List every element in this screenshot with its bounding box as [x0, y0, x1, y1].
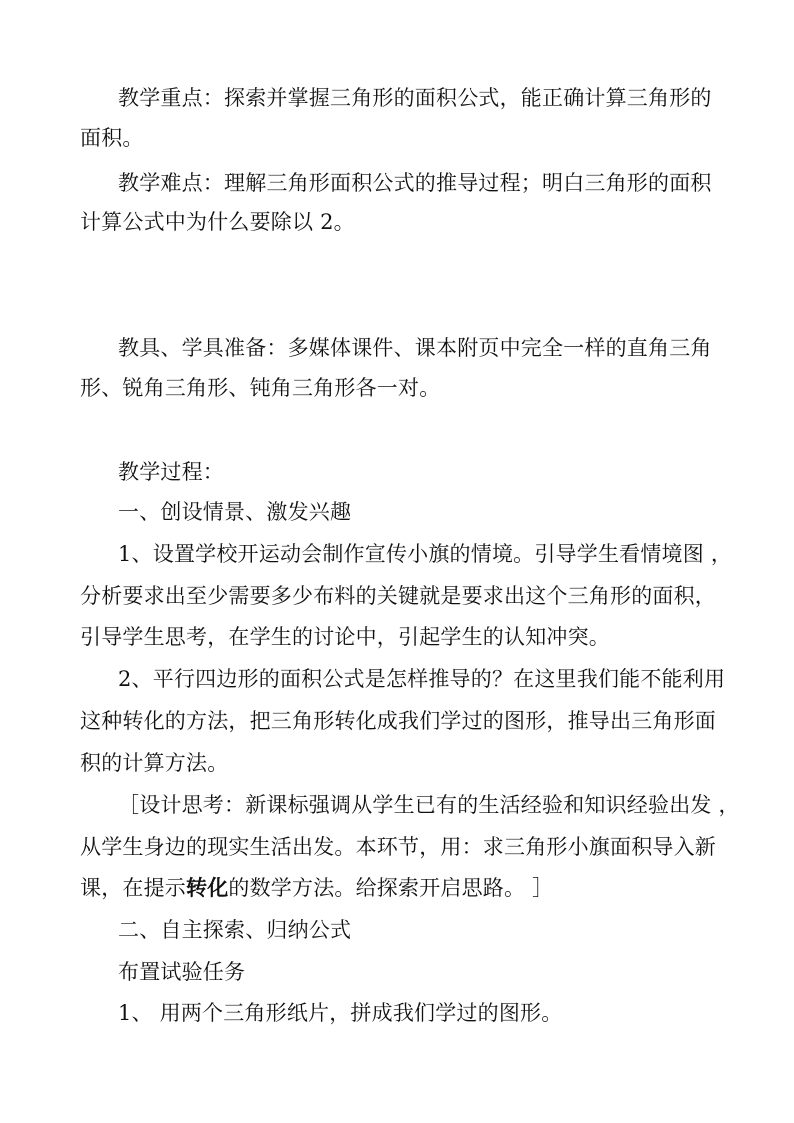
- teaching-difficulty-line-2: 计算公式中为什么要除以 2。: [80, 210, 355, 234]
- section-2-item-1: 1、 用两个三角形纸片，拼成我们学过的图形。: [118, 1001, 563, 1025]
- section-1-item-1-line-2: 分析要求出至少需要多少布料的关键就是要求出这个三角形的面积，: [80, 584, 716, 608]
- design-note-line-3-start: 课，在提示: [80, 876, 186, 900]
- experiment-task-heading: 布置试验任务: [118, 960, 246, 984]
- design-note-line-3-end: 的数学方法。给探索开启思路。 ］: [228, 876, 554, 900]
- teaching-tools-line-2: 形、锐角三角形、钝角三角形各一对。: [80, 376, 441, 400]
- teaching-focus-line-2: 面积。: [80, 126, 144, 150]
- design-note-line-1: ［设计思考：新课标强调从学生已有的生活经验和知识经验出发 ，: [118, 793, 740, 817]
- design-note-emphasis: 转化: [186, 875, 229, 900]
- teaching-difficulty-line-1: 教学难点：理解三角形面积公式的推导过程；明白三角形的面积: [118, 171, 712, 195]
- section-1-item-2-line-2: 这种转化的方法，把三角形转化成我们学过的图形，推导出三角形面: [80, 709, 716, 733]
- teaching-focus-line-1: 教学重点：探索并掌握三角形的面积公式，能正确计算三角形的: [118, 86, 712, 110]
- teaching-process-heading: 教学过程：: [118, 460, 224, 484]
- design-note-line-2: 从学生身边的现实生活出发。本环节，用：求三角形小旗面积导入新: [80, 835, 716, 859]
- design-note-line-3: [80, 876, 720, 900]
- section-1-heading: 一、创设情景、激发兴趣: [118, 500, 352, 524]
- teaching-tools-line-1: 教具、学具准备：多媒体课件、课本附页中完全一样的直角三角: [118, 336, 712, 360]
- section-1-item-1-line-1: 1、设置学校开运动会制作宣传小旗的情境。引导学生看情境图 ，: [118, 542, 733, 566]
- section-1-item-2-line-3: 积的计算方法。: [80, 751, 229, 775]
- section-1-item-2-line-1: 2、平行四边形的面积公式是怎样推导的？在这里我们能不能利用: [118, 667, 726, 691]
- section-1-item-1-line-3: 引导学生思考，在学生的讨论中，引起学生的认知冲突。: [80, 625, 610, 649]
- section-2-heading: 二、自主探索、归纳公式: [118, 918, 352, 942]
